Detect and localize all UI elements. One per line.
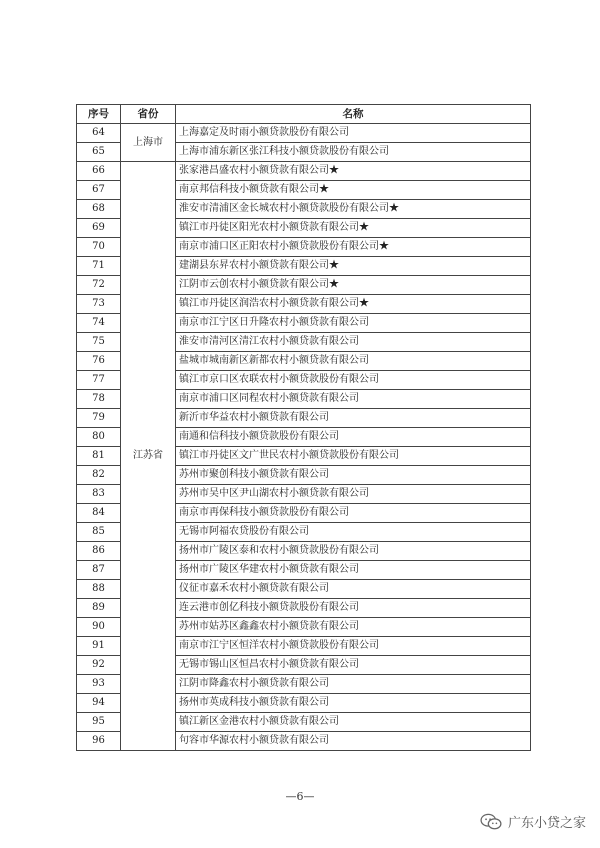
company-name: 上海市浦东新区张江科技小额贷款股份有限公司 [176,143,531,162]
row-number: 65 [77,143,121,162]
header-number: 序号 [77,105,121,124]
row-number: 81 [77,447,121,466]
company-name: 仪征市嘉禾农村小额贷款有限公司 [176,580,531,599]
row-number: 67 [77,181,121,200]
table-row [77,124,531,143]
company-name: 南京市浦口区同程农村小额贷款有限公司 [176,390,531,409]
row-number: 82 [77,466,121,485]
company-name: 镇江新区金港农村小额贷款有限公司 [176,713,531,732]
province-cell: 江苏省 [121,162,176,751]
row-number: 71 [77,257,121,276]
company-name: 扬州市广陵区华建农村小额贷款有限公司 [176,561,531,580]
company-name: 南京市江宁区恒洋农村小额贷款股份有限公司 [176,637,531,656]
row-number: 78 [77,390,121,409]
row-number: 92 [77,656,121,675]
company-name: 无锡市锡山区恒昌农村小额贷款有限公司 [176,656,531,675]
company-name: 南京市浦口区正阳农村小额贷款股份有限公司★ [176,238,531,257]
row-number: 83 [77,485,121,504]
company-name: 连云港市创亿科技小额贷款股份有限公司 [176,599,531,618]
company-name: 南通和信科技小额贷款股份有限公司 [176,428,531,447]
row-number: 66 [77,162,121,181]
row-number: 77 [77,371,121,390]
row-number: 88 [77,580,121,599]
company-name: 句容市华源农村小额贷款有限公司 [176,732,531,751]
row-number: 96 [77,732,121,751]
company-name: 上海嘉定及时雨小额贷款股份有限公司 [176,124,531,143]
company-name: 南京邦信科技小额贷款有限公司★ [176,181,531,200]
row-number: 76 [77,352,121,371]
company-name: 苏州市姑苏区鑫鑫农村小额贷款有限公司 [176,618,531,637]
row-number: 95 [77,713,121,732]
row-number: 70 [77,238,121,257]
company-name: 镇江市丹徒区文广世民农村小额贷款股份有限公司 [176,447,531,466]
row-number: 93 [77,675,121,694]
row-number: 86 [77,542,121,561]
company-name: 江阴市降鑫农村小额贷款有限公司 [176,675,531,694]
table-header-row [77,105,531,124]
row-number: 72 [77,276,121,295]
watermark [480,812,586,831]
row-number: 80 [77,428,121,447]
page-number: —6— [285,790,315,803]
watermark-text: 广东小贷之家 [507,816,586,831]
company-name: 张家港昌盛农村小额贷款有限公司★ [176,162,531,181]
row-number: 89 [77,599,121,618]
row-number: 68 [77,200,121,219]
row-number: 74 [77,314,121,333]
row-number: 69 [77,219,121,238]
company-name: 建湖县东昇农村小额贷款有限公司★ [176,257,531,276]
row-number: 94 [77,694,121,713]
wechat-icon [480,813,502,831]
row-number: 64 [77,124,121,143]
company-name: 扬州市英成科技小额贷款有限公司 [176,694,531,713]
company-name: 淮安市清浦区金长城农村小额贷款股份有限公司★ [176,200,531,219]
row-number: 87 [77,561,121,580]
header-name: 名称 [176,105,531,124]
table-row [77,162,531,181]
company-name: 南京市江宁区日升隆农村小额贷款有限公司 [176,314,531,333]
company-name: 江阴市云创农村小额贷款有限公司★ [176,276,531,295]
company-name: 苏州市聚创科技小额贷款有限公司 [176,466,531,485]
company-name: 镇江市京口区农联农村小额贷款股份有限公司 [176,371,531,390]
company-name: 新沂市华益农村小额贷款有限公司 [176,409,531,428]
company-name: 南京市再保科技小额贷款股份有限公司 [176,504,531,523]
row-number: 84 [77,504,121,523]
row-number: 90 [77,618,121,637]
province-cell: 上海市 [121,124,176,162]
table-body [77,124,531,751]
company-name: 扬州市广陵区泰和农村小额贷款股份有限公司 [176,542,531,561]
company-name: 苏州市吴中区尹山湖农村小额贷款有限公司 [176,485,531,504]
row-number: 79 [77,409,121,428]
row-number: 73 [77,295,121,314]
row-number: 85 [77,523,121,542]
row-number: 91 [77,637,121,656]
company-name: 淮安市清河区清江农村小额贷款有限公司 [176,333,531,352]
company-name: 镇江市丹徒区润浩农村小额贷款有限公司★ [176,295,531,314]
company-name: 无锡市阿福农贷股份有限公司 [176,523,531,542]
institution-table [76,104,531,751]
company-name: 盐城市城南新区新都农村小额贷款有限公司 [176,352,531,371]
header-province: 省份 [121,105,176,124]
company-name: 镇江市丹徒区阳光农村小额贷款有限公司★ [176,219,531,238]
row-number: 75 [77,333,121,352]
